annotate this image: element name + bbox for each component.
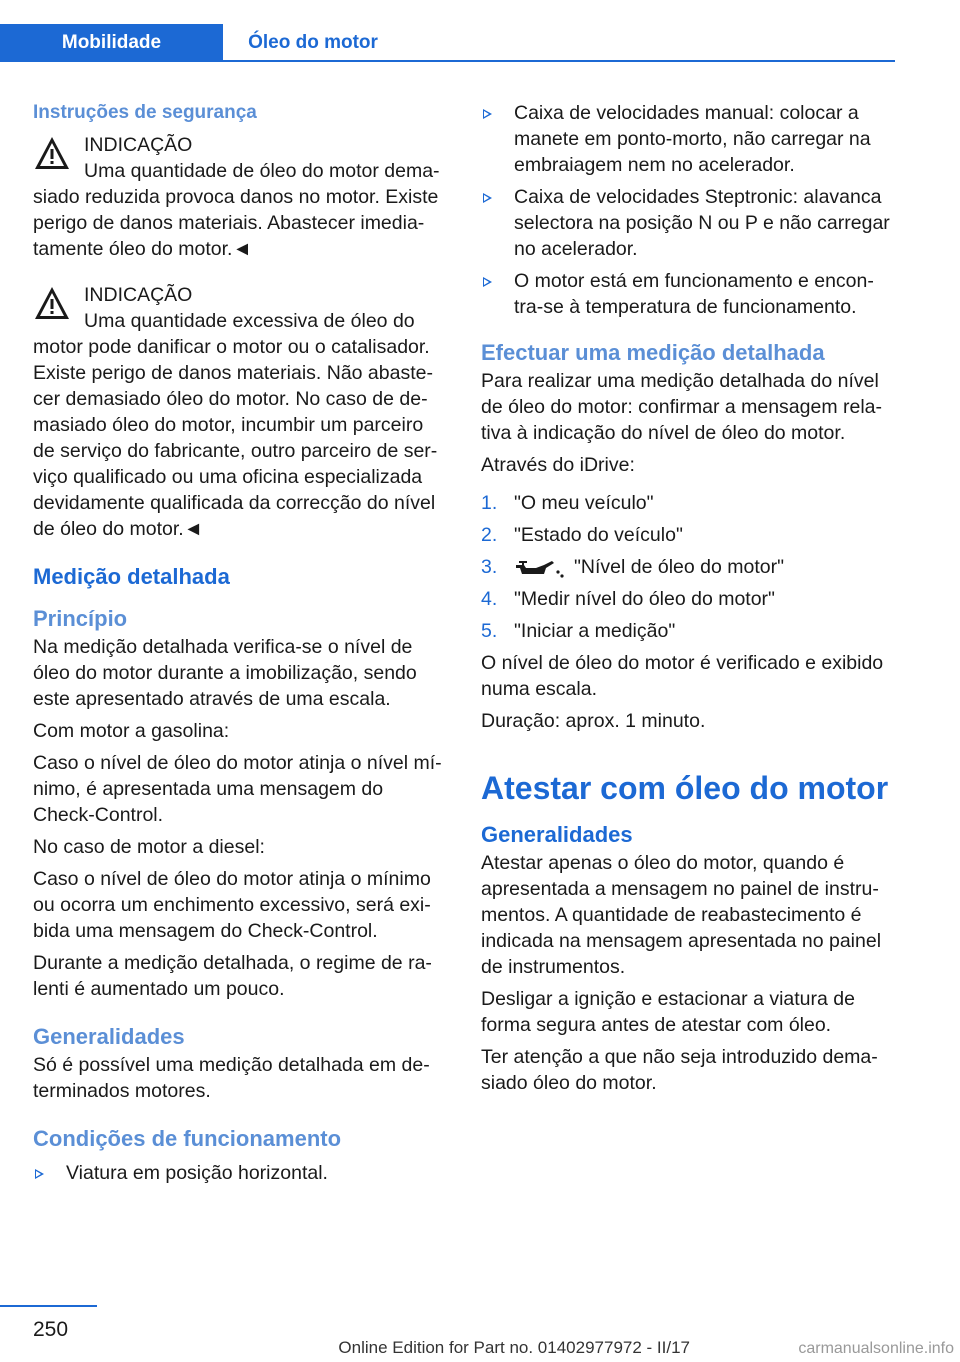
triangle-bullet-icon xyxy=(35,1169,44,1179)
triangle-bullet-icon xyxy=(483,277,492,287)
step-number: 4. xyxy=(481,588,498,610)
perform-heading: Efectuar uma medição detalhada xyxy=(481,340,825,365)
warning-text-line: tamente óleo do motor.◄ xyxy=(33,238,252,260)
warning-block-1 xyxy=(33,132,445,262)
list-item xyxy=(481,554,893,580)
warning-text-line: de serviço do fabricante, outro parceiro de ser- xyxy=(33,440,438,462)
warning-text-line: motor pode danificar o motor ou o catalisador. xyxy=(33,336,430,358)
section-title-medicao: Medição detalhada xyxy=(33,564,230,589)
watermark: carmanualsonline.info xyxy=(798,1340,954,1357)
tab-oleo-do-motor[interactable]: Óleo do motor xyxy=(248,31,378,53)
footer-divider xyxy=(0,1305,97,1307)
warning-label: INDICAÇÃO xyxy=(84,134,193,156)
safety-heading: Instruções de segurança xyxy=(33,102,257,123)
step-number: 2. xyxy=(481,524,498,546)
list-item: Caixa de velocidades manual: colocar a manete em ponto-morto, não carregar na embraiagem nem no acelerador. xyxy=(481,100,893,178)
conditions-list xyxy=(33,1160,445,1186)
warning-text-line: devidamente qualificada da correcção do nível xyxy=(33,492,436,514)
diesel-text: Caso o nível de óleo do motor atinja o mínimo ou ocorra um enchimento excessivo, será exi-bida uma mensagem do Check-Control. xyxy=(33,868,431,942)
conditions-heading: Condições de funcionamento xyxy=(33,1126,342,1151)
fill-text-2: Desligar a ignição e estacionar a viatura de forma segura antes de atestar com óleo. xyxy=(481,988,855,1036)
principle-text: Na medição detalhada verifica-se o nível de óleo do motor durante a imobilização, sendo este apresentado através de uma escala. xyxy=(33,636,417,710)
warning-text-line: Uma quantidade de óleo do motor dema- xyxy=(84,160,440,182)
warning-text-line: viço qualificado ou uma oficina especializada xyxy=(33,466,423,488)
warning-block-2 xyxy=(33,282,445,542)
step-text: "Nível de óleo do motor" xyxy=(574,556,785,578)
petrol-label: Com motor a gasolina: xyxy=(33,720,230,742)
result-text: O nível de óleo do motor é verificado e exibido numa escala. xyxy=(481,652,884,700)
warning-text-line: Existe perigo de danos materiais. Não abaste- xyxy=(33,362,433,384)
edition-text: Online Edition for Part no. 01402977972 - II/17 xyxy=(338,1338,690,1357)
fill-general-heading: Generalidades xyxy=(481,822,633,847)
conditions-list-continued xyxy=(481,100,893,320)
general-text: Só é possível uma medição detalhada em de-terminados motores. xyxy=(33,1054,430,1102)
warning-triangle-icon xyxy=(33,134,71,172)
triangle-bullet-icon xyxy=(483,193,492,203)
perform-text: Para realizar uma medição detalhada do nível de óleo do motor: confirmar a mensagem rela-tiva à indicação do nível de óleo do motor. xyxy=(481,370,883,444)
tab-mobilidade[interactable]: Mobilidade xyxy=(0,24,223,61)
fill-text-1: Atestar apenas o óleo do motor, quando é apresentada a mensagem no painel de instru-mentos. A quantidade de reabastecimento é indicada na mensagem apresentada no painel de instrumentos. xyxy=(481,852,882,978)
step-number: 5. xyxy=(481,620,498,642)
principle-heading: Princípio xyxy=(33,606,128,631)
warning-text-line: perigo de danos materiais. Abastecer imedia- xyxy=(33,212,425,234)
step-number: 3. xyxy=(481,556,498,578)
general-heading: Generalidades xyxy=(33,1024,185,1049)
petrol-text: Caso o nível de óleo do motor atinja o nível mí-nimo, é apresentada uma mensagem do Check-Control. xyxy=(33,752,442,826)
list-item xyxy=(481,586,893,612)
warning-text-line: de óleo do motor.◄ xyxy=(33,518,203,540)
list-item: Caixa de velocidades Steptronic: alavanca selectora na posição N ou P e não carregar no acelerador. xyxy=(481,184,893,262)
list-item: O motor está em funcionamento e encon-tra-se à temperatura de funcionamento. xyxy=(481,268,893,320)
idrive-label: Através do iDrive: xyxy=(481,454,635,476)
warning-text-line: cer demasiado óleo do motor. No caso de de- xyxy=(33,388,428,410)
list-item xyxy=(481,522,893,548)
step-number: 1. xyxy=(481,492,498,514)
list-item xyxy=(481,490,893,516)
header-divider xyxy=(0,60,895,62)
step-text: "Medir nível do óleo do motor" xyxy=(514,588,775,610)
right-column xyxy=(481,100,893,1096)
fill-text-3: Ter atenção a que não seja introduzido dema-siado óleo do motor. xyxy=(481,1046,878,1094)
oil-can-icon xyxy=(514,557,566,579)
duration-text: Duração: aprox. 1 minuto. xyxy=(481,710,706,732)
step-text: "Estado do veículo" xyxy=(514,524,683,546)
idle-text: Durante a medição detalhada, o regime de ra-lenti é aumentado um pouco. xyxy=(33,952,432,1000)
warning-text-line: masiado óleo do motor, incumbir um parceiro xyxy=(33,414,424,436)
diesel-label: No caso de motor a diesel: xyxy=(33,836,265,858)
triangle-bullet-icon xyxy=(483,109,492,119)
steps-list xyxy=(481,490,893,644)
page-number: 250 xyxy=(33,1318,69,1341)
list-item xyxy=(481,618,893,644)
fill-title: Atestar com óleo do motor xyxy=(481,770,889,806)
warning-text-line: siado reduzida provoca danos no motor. Existe xyxy=(33,186,439,208)
list-item: Viatura em posição horizontal. xyxy=(33,1160,445,1186)
step-text: "Iniciar a medição" xyxy=(514,620,676,642)
warning-label: INDICAÇÃO xyxy=(84,284,193,306)
step-text: "O meu veículo" xyxy=(514,492,654,514)
page-header xyxy=(0,0,960,62)
warning-text-line: Uma quantidade excessiva de óleo do xyxy=(84,310,415,332)
warning-triangle-icon xyxy=(33,284,71,322)
left-column xyxy=(33,100,445,1192)
